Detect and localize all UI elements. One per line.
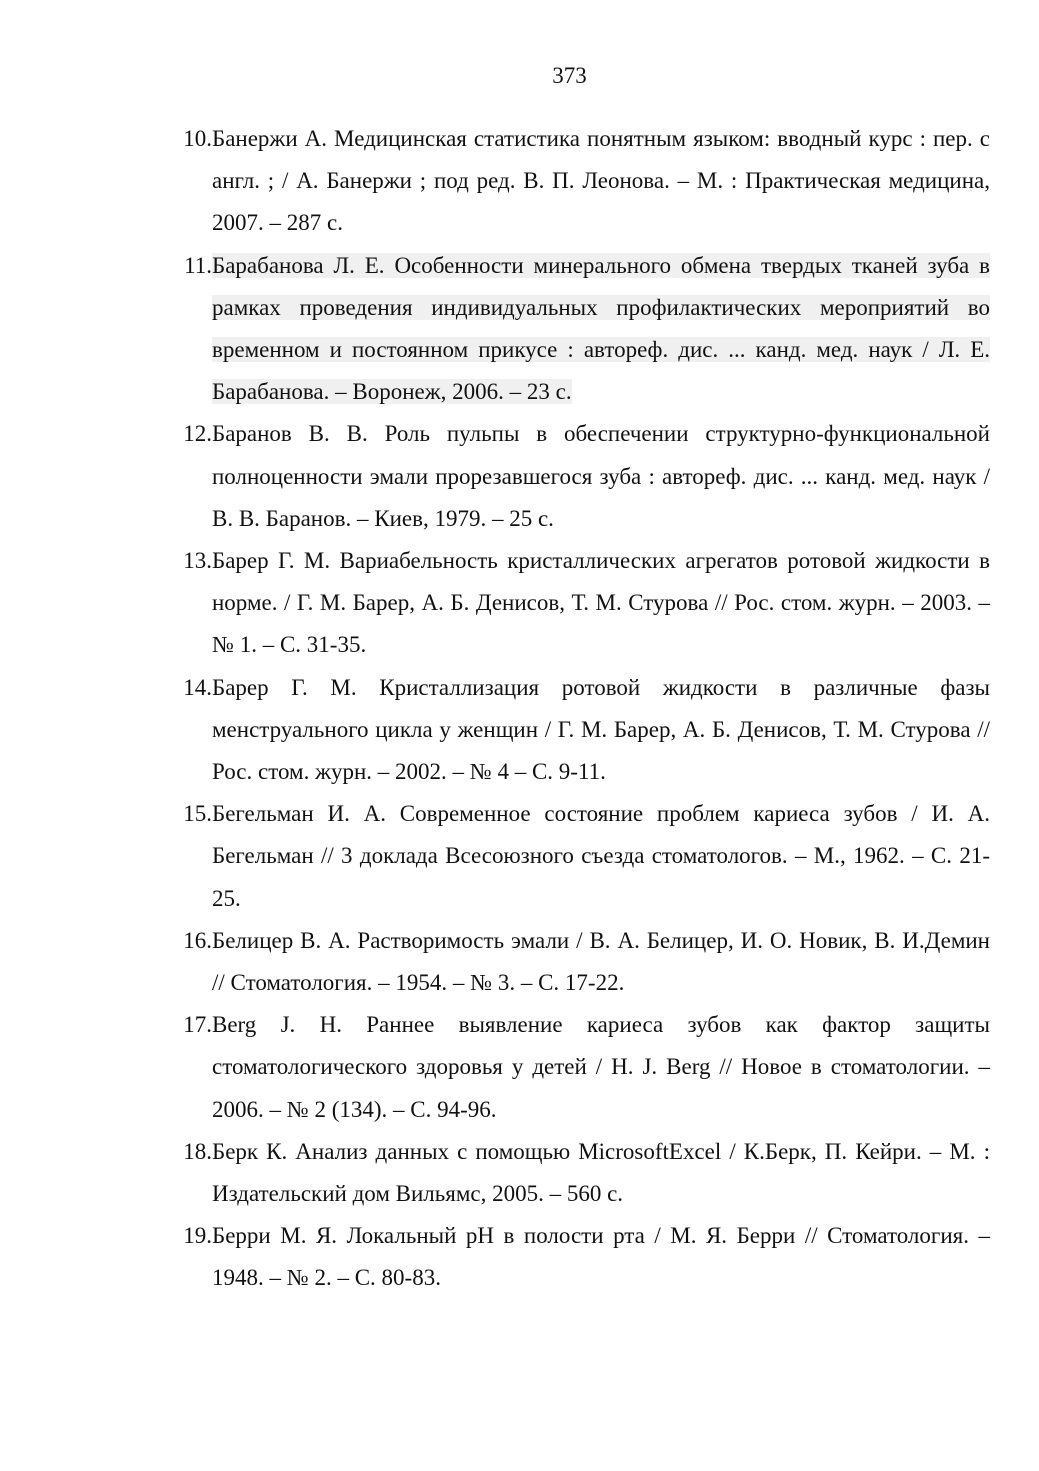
reference-number: 18.	[183, 1138, 212, 1164]
reference-text: Барер Г. М. Кристаллизация ротовой жидкости в различные фазы менструального цикла у женщин / Г. М. Барер, А. Б. Денисов, Т. М. Стурова // Рос. стом. журн. – 2002. – № 4 – С. 9-11.	[212, 674, 990, 785]
reference-item	[170, 118, 990, 245]
reference-item	[170, 1004, 990, 1131]
reference-text: Берри М. Я. Локальный рН в полости рта / М. Я. Берри // Стоматология. – 1948. – № 2. – С. 80-83.	[212, 1223, 990, 1291]
reference-text: Баранов В. В. Роль пульпы в обеспечении структурно-функциональной полноценности эмали прорезавшегося зуба : автореф. дис. ... канд. мед. наук / В. В. Баранов. – Киев, 1979. – 25 с.	[212, 421, 990, 531]
reference-text: Берк К. Анализ данных с помощью MicrosoftExcel / К.Берк, П. Кейри. – М. : Издательский дом Вильямс, 2005. – 560 с.	[212, 1138, 990, 1207]
reference-number: 14.	[183, 674, 212, 700]
reference-number: 12.	[183, 421, 212, 447]
reference-text: Барер Г. М. Вариабельность кристаллических агрегатов ротовой жидкости в норме. / Г. М. Барер, А. Б. Денисов, Т. М. Стурова // Рос. стом. журн. – 2003. – № 1. – С. 31-35.	[212, 548, 990, 658]
reference-number: 11.	[184, 252, 212, 278]
reference-item	[170, 1131, 990, 1215]
reference-number: 10.	[183, 126, 212, 151]
reference-text-highlighted	[212, 245, 990, 414]
reference-item	[170, 793, 990, 920]
page-number: 373	[552, 63, 587, 88]
reference-text: Белицер В. А. Растворимость эмали / В. А. Белицер, И. О. Новик, В. И.Демин // Стоматология. – 1954. – № 3. – С. 17-22.	[212, 927, 990, 996]
reference-item	[170, 667, 990, 794]
reference-item	[170, 413, 990, 540]
reference-number: 16.	[183, 927, 212, 953]
reference-item	[170, 1215, 990, 1299]
reference-text: Бегельман И. А. Современное состояние проблем кариеса зубов / И. А. Бегельман // 3 доклада Всесоюзного съезда стоматологов. – М., 1962. – С. 21-25.	[212, 801, 990, 911]
reference-number: 19.	[183, 1223, 212, 1249]
reference-text: Berg J. H. Раннее выявление кариеса зубов как фактор защиты стоматологического здоровья у детей / H. J. Berg // Новое в стоматологии. – 2006. – № 2 (134). – С. 94-96.	[212, 1012, 990, 1122]
reference-text: Банержи А. Медицинская статистика понятным языком: вводный курс : пер. с англ. ; / А. Банержи ; под ред. В. П. Леонова. – М. : Практическая медицина, 2007. – 287 с.	[212, 126, 990, 236]
reference-item	[170, 245, 990, 414]
reference-list	[170, 118, 990, 1300]
reference-item	[170, 920, 990, 1004]
reference-item	[170, 540, 990, 667]
reference-number: 13.	[183, 548, 212, 574]
reference-number: 17.	[183, 1012, 212, 1038]
text-highlight: Барабанова Л. Е. Особенности минерального обмена твердых тканей зуба в рамках проведения индивидуальных профилактических мероприятий во временном и постоянном прикусе : автореф. дис. ... канд. мед. наук / Л. Е. Барабанова. – Воронеж, 2006. – 23 с.	[212, 252, 990, 405]
reference-number: 15.	[183, 801, 212, 827]
